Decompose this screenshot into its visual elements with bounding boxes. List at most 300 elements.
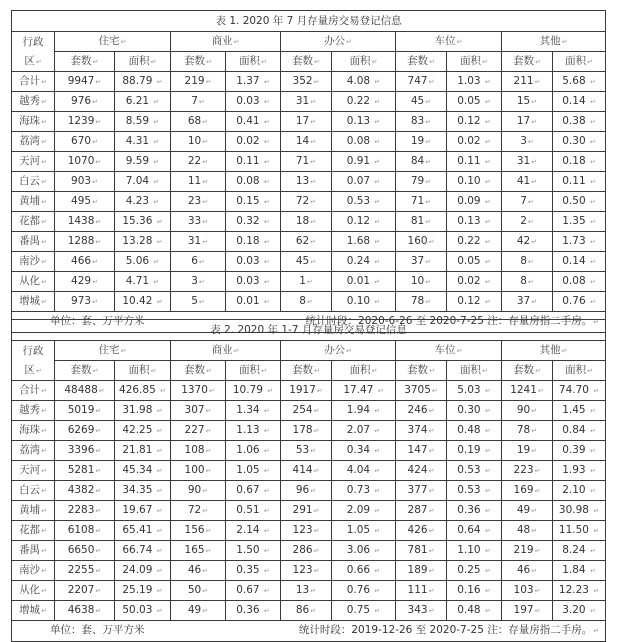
- cell-value: 11.50: [558, 524, 589, 536]
- area-cell: [447, 232, 502, 252]
- paragraph-mark-icon: ↵: [233, 347, 240, 355]
- paragraph-mark-icon: ↵: [484, 607, 491, 615]
- paragraph-mark-icon: ↵: [589, 158, 596, 166]
- paragraph-mark-icon: ↵: [156, 407, 163, 415]
- paragraph-mark-icon: ↵: [153, 198, 160, 206]
- paragraph-mark-icon: ↵: [310, 158, 317, 166]
- paragraph-mark-icon: ↵: [531, 527, 538, 535]
- paragraph-mark-icon: ↵: [41, 487, 47, 495]
- paragraph-mark-icon: ↵: [92, 298, 98, 306]
- area-cell: [447, 252, 502, 272]
- cell-value: 0.13: [346, 115, 371, 127]
- paragraph-mark-icon: ↵: [587, 58, 593, 66]
- count-cell: [396, 292, 447, 312]
- paragraph-mark-icon: ↵: [535, 367, 541, 375]
- paragraph-mark-icon: ↵: [374, 118, 381, 126]
- area-cell: [115, 581, 171, 601]
- paragraph-mark-icon: ↵: [263, 178, 270, 186]
- cell-value: 291: [292, 504, 313, 516]
- paragraph-mark-icon: ↵: [313, 467, 320, 475]
- count-cell: [502, 561, 553, 581]
- cell-value: 41: [516, 175, 531, 187]
- cell-value: 10: [410, 275, 425, 287]
- paragraph-mark-icon: ↵: [425, 138, 432, 146]
- paragraph-mark-icon: ↵: [484, 238, 491, 246]
- count-cell: [55, 561, 115, 581]
- paragraph-mark-icon: ↵: [263, 547, 270, 555]
- cell-value: 0.67: [236, 584, 260, 596]
- count-cell: [55, 441, 115, 461]
- count-cell: [55, 272, 115, 292]
- cell-value: 0.03: [236, 275, 260, 287]
- paragraph-mark-icon: ↵: [263, 138, 270, 146]
- paragraph-mark-icon: ↵: [313, 78, 320, 86]
- cell-value: 6108: [67, 524, 95, 536]
- cell-value: 13: [295, 584, 310, 596]
- cell-value: 96: [295, 484, 310, 496]
- sub-header-label: 面积: [239, 55, 261, 67]
- paragraph-mark-icon: ↵: [95, 487, 102, 495]
- paragraph-mark-icon: ↵: [484, 547, 491, 555]
- title-row: [12, 320, 606, 341]
- district-cell: [12, 112, 55, 132]
- area-cell: [332, 581, 396, 601]
- area-cell: [226, 581, 281, 601]
- cell-value: 7.04: [125, 175, 150, 187]
- count-cell: [281, 441, 332, 461]
- area-cell: [332, 541, 396, 561]
- cell-value: 8: [520, 255, 527, 267]
- cell-value: 147: [407, 444, 428, 456]
- cell-value: 30.98: [558, 504, 589, 516]
- count-cell: [502, 601, 553, 621]
- footer-unit: 单位：套、万平方米: [50, 624, 145, 636]
- area-cell: [226, 172, 281, 192]
- paragraph-mark-icon: ↵: [263, 567, 270, 575]
- area-cell: [447, 112, 502, 132]
- paragraph-mark-icon: ↵: [484, 467, 491, 475]
- sub-header-row: [12, 361, 606, 381]
- category-label: 其他: [539, 35, 561, 47]
- paragraph-mark-icon: ↵: [534, 547, 541, 555]
- area-cell: [447, 212, 502, 232]
- cell-value: 14: [295, 135, 310, 147]
- paragraph-mark-icon: ↵: [205, 527, 212, 535]
- paragraph-mark-icon: ↵: [374, 427, 381, 435]
- footer-row: [12, 621, 606, 642]
- paragraph-mark-icon: ↵: [425, 278, 432, 286]
- table-row: [12, 441, 606, 461]
- cell-value: 747: [407, 75, 428, 87]
- category-label: 商业: [211, 35, 233, 47]
- count-cell: [502, 461, 553, 481]
- paragraph-mark-icon: ↵: [267, 387, 274, 395]
- area-cell: [447, 461, 502, 481]
- cell-value: 424: [407, 464, 428, 476]
- district-label: 黄埔: [19, 195, 41, 207]
- district-label: 白云: [19, 175, 41, 187]
- paragraph-mark-icon: ↵: [428, 607, 435, 615]
- area-cell: [447, 421, 502, 441]
- table-row: [12, 212, 606, 232]
- table-2-jan-jul-2020: [11, 319, 606, 642]
- cell-value: 0.09: [457, 195, 481, 207]
- area-cell: [115, 421, 171, 441]
- paragraph-mark-icon: ↵: [156, 547, 163, 555]
- paragraph-mark-icon: ↵: [41, 178, 47, 186]
- paragraph-mark-icon: ↵: [589, 138, 596, 146]
- district-label: 天河: [19, 464, 41, 476]
- paragraph-mark-icon: ↵: [198, 298, 205, 306]
- area-cell: [115, 252, 171, 272]
- cell-value: 1241: [510, 384, 537, 396]
- cell-value: 9947: [67, 75, 95, 87]
- cell-value: 0.48: [457, 424, 481, 436]
- cell-value: 10.42: [122, 295, 153, 307]
- paragraph-mark-icon: ↵: [374, 78, 381, 86]
- cell-value: 286: [292, 544, 313, 556]
- paragraph-mark-icon: ↵: [428, 507, 435, 515]
- cell-value: 0.73: [346, 484, 371, 496]
- area-cell: [115, 112, 171, 132]
- cell-value: 46: [187, 564, 202, 576]
- paragraph-mark-icon: ↵: [374, 138, 381, 146]
- cell-value: 189: [407, 564, 428, 576]
- paragraph-mark-icon: ↵: [484, 407, 491, 415]
- count-cell: [396, 421, 447, 441]
- area-cell: [447, 541, 502, 561]
- paragraph-mark-icon: ↵: [589, 407, 596, 415]
- cell-value: 0.30: [457, 404, 481, 416]
- area-cell: [115, 232, 171, 252]
- count-cell: [396, 461, 447, 481]
- cell-value: 46: [516, 564, 531, 576]
- paragraph-mark-icon: ↵: [120, 38, 127, 46]
- area-cell: [553, 401, 606, 421]
- paragraph-mark-icon: ↵: [482, 367, 488, 375]
- cell-value: 0.84: [562, 424, 586, 436]
- category-label: 办公: [324, 35, 346, 47]
- paragraph-mark-icon: ↵: [41, 118, 47, 126]
- cell-value: 976: [71, 95, 92, 107]
- district-label: 从化: [19, 275, 41, 287]
- category-label: 办公: [324, 344, 346, 356]
- paragraph-mark-icon: ↵: [374, 278, 381, 286]
- paragraph-mark-icon: ↵: [202, 487, 209, 495]
- district-label: 海珠: [19, 115, 41, 127]
- sub-header: [226, 361, 281, 381]
- area-cell: [553, 421, 606, 441]
- district-label: 增城: [19, 295, 41, 307]
- cell-value: 0.12: [457, 115, 481, 127]
- district-cell: [12, 541, 55, 561]
- area-cell: [115, 192, 171, 212]
- count-cell: [502, 232, 553, 252]
- paragraph-mark-icon: ↵: [263, 238, 270, 246]
- paragraph-mark-icon: ↵: [531, 427, 538, 435]
- paragraph-mark-icon: ↵: [377, 387, 384, 395]
- paragraph-mark-icon: ↵: [206, 367, 212, 375]
- category-header: [396, 341, 502, 361]
- district-label: 荔湾: [19, 444, 41, 456]
- area-cell: [553, 501, 606, 521]
- count-cell: [171, 252, 226, 272]
- count-cell: [55, 252, 115, 272]
- paragraph-mark-icon: ↵: [531, 298, 538, 306]
- paragraph-mark-icon: ↵: [531, 507, 538, 515]
- cell-value: 2283: [67, 504, 95, 516]
- cell-value: 19.67: [122, 504, 153, 516]
- count-cell: [502, 172, 553, 192]
- area-cell: [447, 381, 502, 401]
- paragraph-mark-icon: ↵: [310, 258, 317, 266]
- table-row: [12, 112, 606, 132]
- count-cell: [502, 581, 553, 601]
- cell-value: 2.09: [346, 504, 371, 516]
- area-cell: [115, 292, 171, 312]
- area-cell: [447, 501, 502, 521]
- paragraph-mark-icon: ↵: [205, 427, 212, 435]
- paragraph-mark-icon: ↵: [202, 118, 209, 126]
- paragraph-mark-icon: ↵: [428, 487, 435, 495]
- sub-header-label: 面积: [460, 55, 482, 67]
- cell-value: 74.70: [558, 384, 589, 396]
- cell-value: 0.01: [346, 275, 371, 287]
- paragraph-mark-icon: ↵: [589, 278, 596, 286]
- cell-value: 86: [295, 604, 310, 616]
- cell-value: 6269: [67, 424, 95, 436]
- cell-value: 0.39: [562, 444, 586, 456]
- cell-value: 71: [410, 195, 425, 207]
- cell-value: 49: [516, 504, 531, 516]
- sub-header-label: 面积: [349, 55, 371, 67]
- count-cell: [502, 521, 553, 541]
- area-cell: [115, 72, 171, 92]
- paragraph-mark-icon: ↵: [153, 158, 160, 166]
- paragraph-mark-icon: ↵: [313, 547, 320, 555]
- paragraph-mark-icon: ↵: [374, 547, 381, 555]
- count-cell: [55, 192, 115, 212]
- paragraph-mark-icon: ↵: [41, 238, 47, 246]
- cell-value: 1438: [67, 215, 95, 227]
- district-cell: [12, 292, 55, 312]
- area-cell: [332, 381, 396, 401]
- cell-value: 0.22: [346, 95, 371, 107]
- paragraph-mark-icon: ↵: [374, 407, 381, 415]
- count-cell: [396, 561, 447, 581]
- paragraph-mark-icon: ↵: [41, 607, 47, 615]
- area-cell: [447, 481, 502, 501]
- count-cell: [396, 501, 447, 521]
- area-cell: [332, 501, 396, 521]
- paragraph-mark-icon: ↵: [484, 258, 491, 266]
- paragraph-mark-icon: ↵: [431, 387, 438, 395]
- paragraph-mark-icon: ↵: [484, 138, 491, 146]
- count-cell: [281, 132, 332, 152]
- cell-value: 0.16: [457, 584, 481, 596]
- category-label: 车位: [434, 35, 456, 47]
- cell-value: 1.93: [562, 464, 586, 476]
- paragraph-mark-icon: ↵: [261, 58, 267, 66]
- cell-value: 0.35: [236, 564, 260, 576]
- sub-header: [115, 52, 171, 72]
- area-cell: [447, 172, 502, 192]
- count-cell: [502, 541, 553, 561]
- area-cell: [332, 561, 396, 581]
- count-cell: [55, 421, 115, 441]
- cell-value: 2207: [67, 584, 95, 596]
- cell-value: 0.14: [562, 95, 586, 107]
- cell-value: 78: [410, 295, 425, 307]
- paragraph-mark-icon: ↵: [41, 467, 47, 475]
- count-cell: [281, 481, 332, 501]
- area-cell: [553, 601, 606, 621]
- cell-value: 2.07: [346, 424, 371, 436]
- paragraph-mark-icon: ↵: [263, 587, 270, 595]
- area-cell: [115, 521, 171, 541]
- paragraph-mark-icon: ↵: [484, 198, 491, 206]
- paragraph-mark-icon: ↵: [314, 58, 320, 66]
- count-cell: [396, 132, 447, 152]
- count-cell: [502, 252, 553, 272]
- area-cell: [226, 292, 281, 312]
- table-row: [12, 232, 606, 252]
- paragraph-mark-icon: ↵: [374, 567, 381, 575]
- paragraph-mark-icon: ↵: [589, 258, 596, 266]
- paragraph-mark-icon: ↵: [484, 427, 491, 435]
- cell-value: 1.50: [236, 544, 260, 556]
- cell-value: 211: [513, 75, 534, 87]
- area-cell: [553, 72, 606, 92]
- paragraph-mark-icon: ↵: [202, 138, 209, 146]
- cell-value: 227: [184, 424, 205, 436]
- cell-value: 0.67: [236, 484, 260, 496]
- cell-value: 0.10: [457, 175, 481, 187]
- cell-value: 169: [513, 484, 534, 496]
- cell-value: 0.66: [346, 564, 371, 576]
- paragraph-mark-icon: ↵: [374, 198, 381, 206]
- area-cell: [553, 521, 606, 541]
- sub-header-label: 面积: [128, 364, 150, 376]
- count-cell: [171, 381, 226, 401]
- area-cell: [332, 601, 396, 621]
- paragraph-mark-icon: ↵: [527, 138, 534, 146]
- paragraph-mark-icon: ↵: [534, 487, 541, 495]
- paragraph-mark-icon: ↵: [527, 278, 534, 286]
- table-row: [12, 192, 606, 212]
- sub-header: [171, 361, 226, 381]
- count-cell: [171, 272, 226, 292]
- paragraph-mark-icon: ↵: [425, 158, 432, 166]
- paragraph-mark-icon: ↵: [95, 507, 102, 515]
- count-cell: [281, 581, 332, 601]
- paragraph-mark-icon: ↵: [41, 587, 47, 595]
- count-cell: [502, 272, 553, 292]
- paragraph-mark-icon: ↵: [484, 527, 491, 535]
- cell-value: 0.11: [457, 155, 481, 167]
- paragraph-mark-icon: ↵: [484, 567, 491, 575]
- count-cell: [171, 521, 226, 541]
- area-cell: [332, 192, 396, 212]
- cell-value: 1: [299, 275, 306, 287]
- row-header-district-bottom: [12, 361, 55, 381]
- cell-value: 4.23: [125, 195, 150, 207]
- cell-value: 50: [187, 584, 202, 596]
- paragraph-mark-icon: ↵: [531, 178, 538, 186]
- category-label: 其他: [539, 344, 561, 356]
- district-label: 合计: [19, 75, 41, 87]
- count-cell: [281, 252, 332, 272]
- sub-header-label: 面积: [239, 364, 261, 376]
- paragraph-mark-icon: ↵: [306, 278, 313, 286]
- district-cell: [12, 132, 55, 152]
- count-cell: [281, 92, 332, 112]
- paragraph-mark-icon: ↵: [374, 587, 381, 595]
- count-cell: [171, 501, 226, 521]
- area-cell: [553, 272, 606, 292]
- area-cell: [447, 132, 502, 152]
- cell-value: 42: [516, 235, 531, 247]
- category-label: 住宅: [98, 35, 120, 47]
- paragraph-mark-icon: ↵: [484, 98, 491, 106]
- cell-value: 223: [513, 464, 534, 476]
- cell-value: 50.03: [122, 604, 153, 616]
- paragraph-mark-icon: ↵: [95, 467, 102, 475]
- count-cell: [55, 112, 115, 132]
- area-cell: [332, 252, 396, 272]
- cell-value: 0.08: [562, 275, 586, 287]
- cell-value: 0.22: [457, 235, 481, 247]
- cell-value: 0.18: [236, 235, 260, 247]
- sub-header: [55, 52, 115, 72]
- cell-value: 0.11: [236, 155, 260, 167]
- cell-value: 2.10: [562, 484, 586, 496]
- paragraph-mark-icon: ↵: [428, 78, 435, 86]
- cell-value: 10: [187, 135, 202, 147]
- area-cell: [447, 192, 502, 212]
- paragraph-mark-icon: ↵: [156, 507, 163, 515]
- paragraph-mark-icon: ↵: [531, 158, 538, 166]
- cell-value: 254: [292, 404, 313, 416]
- district-cell: [12, 461, 55, 481]
- paragraph-mark-icon: ↵: [374, 467, 381, 475]
- paragraph-mark-icon: ↵: [92, 98, 98, 106]
- sub-header-label: 套数: [407, 55, 429, 67]
- cell-value: 37: [516, 295, 531, 307]
- table-row: [12, 401, 606, 421]
- paragraph-mark-icon: ↵: [263, 258, 270, 266]
- paragraph-mark-icon: ↵: [589, 487, 596, 495]
- count-cell: [281, 172, 332, 192]
- paragraph-mark-icon: ↵: [428, 527, 435, 535]
- cell-value: 90: [187, 484, 202, 496]
- paragraph-mark-icon: ↵: [233, 38, 240, 46]
- cell-value: 0.25: [457, 564, 481, 576]
- area-cell: [553, 192, 606, 212]
- count-cell: [171, 581, 226, 601]
- paragraph-mark-icon: ↵: [425, 258, 432, 266]
- paragraph-mark-icon: ↵: [92, 278, 98, 286]
- paragraph-mark-icon: ↵: [534, 607, 541, 615]
- category-header: [396, 32, 502, 52]
- cell-value: 1.68: [346, 235, 371, 247]
- paragraph-mark-icon: ↵: [92, 367, 99, 375]
- paragraph-mark-icon: ↵: [484, 118, 491, 126]
- paragraph-mark-icon: ↵: [589, 98, 596, 106]
- cell-value: 0.53: [457, 484, 481, 496]
- paragraph-mark-icon: ↵: [263, 98, 270, 106]
- cell-value: 307: [184, 404, 205, 416]
